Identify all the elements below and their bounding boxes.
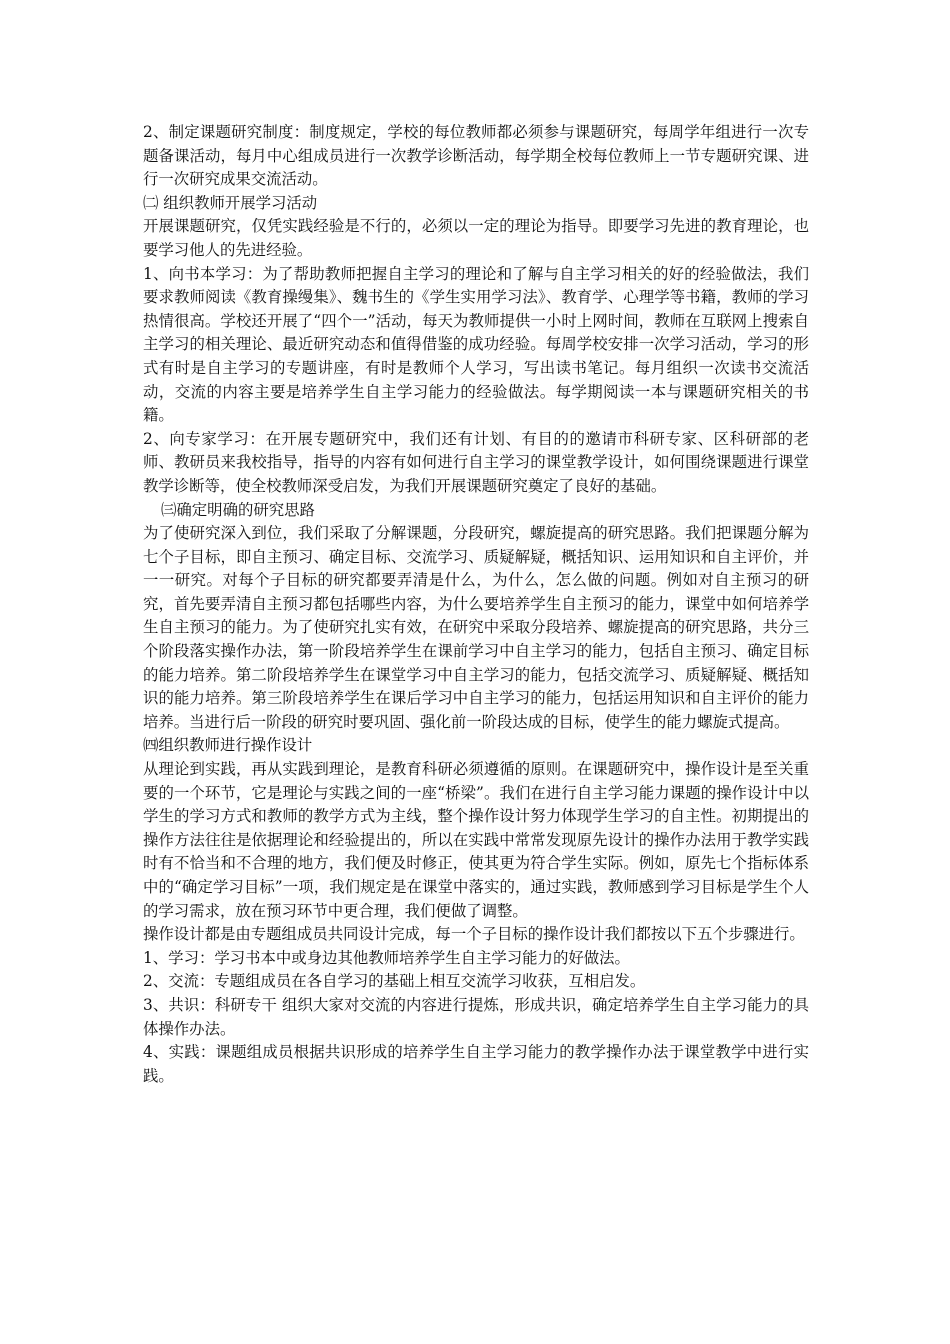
paragraph-theory-guidance: 开展课题研究，仅凭实践经验是不行的，必须以一定的理论为指导。即要学习先进的教育理论，也要学习他人的先进经验。 (143, 217, 809, 259)
list-item-step-exchange: 2、交流：专题组成员在各自学习的基础上相互交流学习收获，互相启发。 (143, 972, 646, 991)
section-heading-research-approach: ㈢确定明确的研究思路 (161, 500, 315, 519)
list-item-step-practice: 4、实践：课题组成员根据共识形成的培养学生自主学习能力的教学操作办法于课堂教学中进行实践。 (143, 1043, 809, 1085)
paragraph-operation-design: 从理论到实践，再从实践到理论，是教育科研必须遵循的原则。在课题研究中，操作设计是至关重要的一个环节，它是理论与实践之间的一座“桥梁”。我们在进行自主学习能力课题的操作设计中以学生的学习方式和教师的教学方式为主线，整个操作设计努力体现学生学习的自主性。初期提出的操作方法往往是依据理论和经验提出的，所以在实践中常常发现原先设计的操作办法用于教学实践时有不恰当和不合理的地方，我们便及时修正，使其更为符合学生实际。例如，原先七个指标体系中的“确定学习目标”一项，我们规定是在课堂中落实的，通过实践，教师感到学习目标是学生个人的学习需求，放在预习环节中更合理，我们便做了调整。 (143, 760, 809, 920)
paragraph-learn-from-books: 1、向书本学习：为了帮助教师把握自主学习的理论和了解与自主学习相关的好的经验做法，我们要求教师阅读《教育操缦集》、魏书生的《学生实用学习法》、教育学、心理学等书籍，教师的学习热情很高。学校还开展了“四个一”活动，每天为教师提供一小时上网时间，教师在互联网上搜索自主学习的相关理论、最近研究动态和值得借鉴的成功经验。每周学校安排一次学习活动，学习的形式有时是自主学习的专题讲座，有时是教师个人学习，写出读书笔记。每月组织一次读书交流活动，交流的内容主要是培养学生自主学习能力的经验做法。每学期阅读一本与课题研究相关的书籍。 (143, 264, 809, 425)
document-body (143, 121, 809, 1088)
list-item-step-study: 1、学习：学习书本中或身边其他教师培养学生自主学习能力的好做法。 (143, 948, 630, 967)
paragraph-learn-from-experts: 2、向专家学习：在开展专题研究中，我们还有计划、有目的的邀请市科研专家、区科研部的老师、教研员来我校指导，指导的内容有如何进行自主学习的课堂教学设计，如何围绕课题进行课堂教学诊断等，使全校教师深受启发，为我们开展课题研究奠定了良好的基础。 (143, 429, 809, 495)
section-heading-study-activities: ㈡ 组织教师开展学习活动 (143, 193, 318, 212)
paragraph-research-system: 2、制定课题研究制度：制度规定，学校的每位教师都必须参与课题研究，每周学年组进行一次专题备课活动，每月中心组成员进行一次教学诊断活动，每学期全校每位教师上一节专题研究课、进行一次研究成果交流活动。 (143, 123, 809, 189)
section-heading-operation-design: ㈣组织教师进行操作设计 (143, 736, 313, 755)
list-item-step-consensus: 3、共识：科研专干 组织大家对交流的内容进行提炼，形成共识，确定培养学生自主学习能力的具体操作办法。 (143, 995, 809, 1038)
paragraph-research-approach: 为了使研究深入到位，我们采取了分解课题，分段研究，螺旋提高的研究思路。我们把课题分解为七个子目标，即自主预习、确定目标、交流学习、质疑解疑，概括知识、运用知识和自主评价，并一一研究。对每个子目标的研究都要弄清是什么，为什么，怎么做的问题。例如对自主预习的研究，首先要弄清自主预习都包括哪些内容，为什么要培养学生自主预习的能力，课堂中如何培养学生自主预习的能力。为了使研究扎实有效，在研究中采取分段培养、螺旋提高的研究思路，共分三个阶段落实操作办法，第一阶段培养学生在课前学习中自主学习的能力，包括自主预习、确定目标的能力培养。第二阶段培养学生在课堂学习中自主学习的能力，包括交流学习、质疑解疑、概括知识的能力培养。第三阶段培养学生在课后学习中自主学习的能力，包括运用知识和自主评价的能力培养。当进行后一阶段的研究时要巩固、强化前一阶段达成的目标，使学生的能力螺旋式提高。 (143, 524, 809, 731)
paragraph-five-steps-intro: 操作设计都是由专题组成员共同设计完成，每一个子目标的操作设计我们都按以下五个步骤进行。 (143, 925, 805, 944)
